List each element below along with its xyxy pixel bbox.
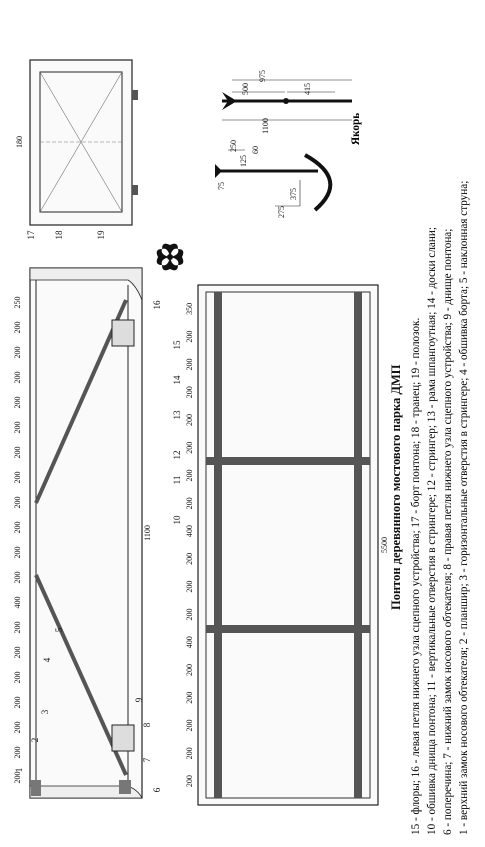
end-view-callout: 17 bbox=[26, 230, 36, 240]
ornament-icon bbox=[157, 244, 184, 271]
end-view-callout: 18 bbox=[54, 230, 64, 240]
plan-view-dim-label: 200 bbox=[185, 497, 194, 510]
plan-view-dim-label: 350 bbox=[185, 302, 194, 315]
plan-view-callout: 13 bbox=[172, 410, 182, 420]
side-view-dim-label: 200 bbox=[13, 746, 22, 759]
legend-line-4: 15 - флоры; 16 - левая петля нижнего узла сцепного устройства; 17 - борт понтона; 18 - транец; 19 - полозок. bbox=[410, 317, 422, 835]
anchor-top-dim: 1100 bbox=[261, 118, 270, 134]
side-view-dim-label: 200 bbox=[13, 446, 22, 459]
legend-line-1: 1 - верхний замок носового обтекателя; 2 - планшир; 3 - горизонтальные отверстия в стрингере; 4 - обшивка борта; 5 - наклонная струна; bbox=[458, 180, 470, 835]
stringer-left bbox=[214, 292, 222, 798]
side-view-callout: 3 bbox=[40, 709, 50, 715]
side-view-callout: 5 bbox=[54, 627, 64, 633]
plan-view-length-dim: 5500 bbox=[380, 537, 389, 553]
anchor-fluke-curve bbox=[305, 155, 330, 210]
plan-view-dim-label: 200 bbox=[185, 414, 194, 426]
plan-view-dim-label: 200 bbox=[185, 719, 194, 732]
side-view-dim-label: 250 bbox=[13, 296, 22, 309]
frame-mid-1 bbox=[206, 457, 370, 465]
side-view-callout: 16 bbox=[152, 300, 162, 310]
plan-view-dim-label: 200 bbox=[185, 358, 194, 371]
anchor-side-dim: 275 bbox=[277, 206, 286, 218]
legend-line-2: 6 - поперечина; 7 - нижний замок носового обтекателя; 8 - правая петля нижнего узла сцепного устройства; 9 - днище понтона; bbox=[442, 228, 454, 835]
side-view-dim-label: 200 bbox=[13, 346, 22, 359]
anchor-label: Якорь bbox=[350, 112, 362, 145]
plan-view-callout: 15 bbox=[172, 340, 182, 350]
side-view-height-dim: 1100 bbox=[143, 525, 152, 541]
plan-view-hull bbox=[198, 285, 378, 805]
plan-view-dim-label: 200 bbox=[185, 747, 194, 760]
side-view-dim-label: 200 bbox=[13, 471, 22, 484]
plan-view-dim-label: 200 bbox=[185, 330, 194, 343]
side-view-callout: 2 bbox=[30, 737, 40, 743]
plan-view-dim-label: 200 bbox=[185, 775, 194, 788]
anchor-side-dim: 125 bbox=[239, 155, 248, 167]
side-view-dim-label: 200 bbox=[13, 721, 22, 734]
side-view-callout: 4 bbox=[42, 657, 52, 663]
side-view-dim-label: 200 bbox=[13, 371, 22, 384]
right-hinge-plate bbox=[112, 725, 134, 751]
side-view-dim-label: 200 bbox=[13, 396, 22, 409]
left-hinge-plate bbox=[112, 320, 134, 346]
side-view-dim-label: 200 bbox=[13, 546, 22, 559]
plan-view-callout: 14 bbox=[172, 375, 182, 385]
side-view-dim-label: 200 bbox=[13, 771, 22, 784]
anchor-top-dim: 415 bbox=[303, 83, 312, 95]
plan-view-callout: 12 bbox=[172, 450, 182, 460]
legend-line-3: 10 - обшивка днища понтона; 11 - вертикальные отверстия в стрингере; 12 - стрингер; 13 - рама шпангоутная; 14 - доски слани; bbox=[426, 227, 438, 835]
side-view-callout: 6 bbox=[152, 787, 162, 793]
side-view-dim-label: 200 bbox=[13, 321, 22, 334]
side-view-dim-label: 200 bbox=[13, 696, 22, 709]
plan-view-dim-label: 200 bbox=[185, 386, 194, 399]
side-view-dim-label: 200 bbox=[13, 621, 22, 634]
anchor-ring bbox=[283, 98, 289, 104]
plan-view-dim-label: 200 bbox=[185, 664, 194, 676]
plan-view-dim-label: 400 bbox=[185, 636, 194, 649]
plan-view-dim-label: 200 bbox=[185, 608, 194, 621]
plan-view-dim-label: 200 bbox=[185, 691, 194, 704]
frame-mid-2 bbox=[206, 625, 370, 633]
side-view-dim-label: 200 bbox=[13, 496, 22, 509]
anchor-side-dim: 250 bbox=[229, 140, 238, 152]
side-view-dim-label: 200 bbox=[13, 671, 22, 684]
side-view-dim-label: 200 bbox=[13, 421, 22, 434]
anchor-top-dim: 500 bbox=[241, 83, 250, 95]
plan-view-dim-label: 200 bbox=[185, 469, 194, 482]
side-view-callout: 8 bbox=[142, 722, 152, 728]
stringer-right bbox=[354, 292, 362, 798]
end-view-height-dim: 180 bbox=[15, 136, 24, 148]
side-view-dim-label: 400 bbox=[13, 596, 22, 609]
anchor-side-dim: 60 bbox=[251, 146, 260, 154]
page-title: Понтон деревянного мостового парка ДМП bbox=[389, 364, 403, 610]
bow-lock-lower bbox=[119, 780, 131, 794]
side-view-callout: 9 bbox=[134, 697, 144, 703]
plan-view-dim-label: 200 bbox=[185, 580, 194, 593]
side-view-dim-label: 200 bbox=[13, 646, 22, 659]
side-view-dim-label: 200 bbox=[13, 571, 22, 584]
side-view-hull bbox=[30, 268, 142, 798]
side-view-callout: 1 bbox=[14, 767, 24, 773]
anchor-top-dim: 975 bbox=[258, 70, 267, 82]
plan-view-callout: 10 bbox=[172, 515, 182, 525]
side-view-dim-label: 200 bbox=[13, 521, 22, 534]
plan-view-callout: 11 bbox=[172, 475, 182, 485]
anchor-stock bbox=[215, 164, 222, 178]
plan-view-dim-label: 400 bbox=[185, 525, 194, 538]
plan-view-dim-label: 200 bbox=[185, 552, 194, 565]
end-view-runner-1 bbox=[132, 90, 138, 100]
anchor-side-dim: 375 bbox=[289, 188, 298, 200]
bow-lock-upper bbox=[31, 780, 41, 796]
end-view-callout: 19 bbox=[96, 230, 106, 240]
anchor-side-dim: 75 bbox=[217, 182, 226, 190]
plan-view-dim-label: 200 bbox=[185, 441, 194, 454]
end-view-runner-2 bbox=[132, 185, 138, 195]
side-view-callout: 7 bbox=[142, 757, 152, 763]
